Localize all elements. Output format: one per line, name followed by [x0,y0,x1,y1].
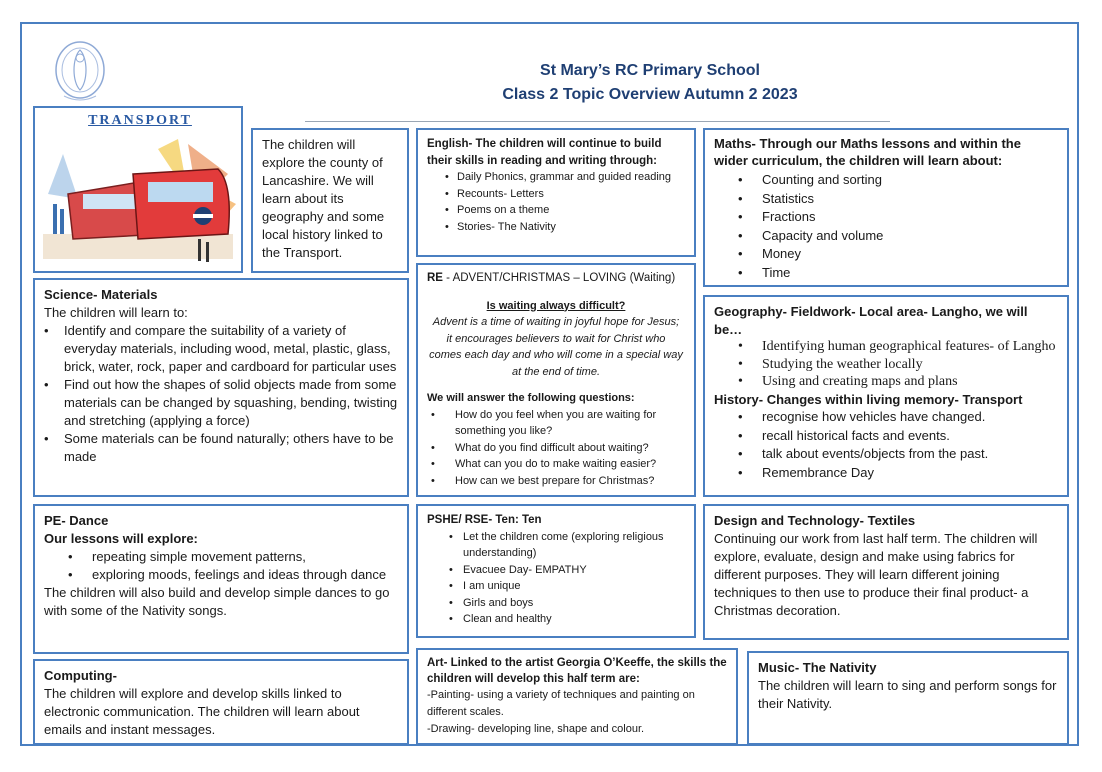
pe-box [33,504,409,654]
re-item: • What do you find difficult about waiting? [431,440,685,457]
page-subtitle: Class 2 Topic Overview Autumn 2 2023 [502,86,798,103]
topic-intro-box [251,128,409,273]
english-item: • Daily Phonics, grammar and guided reading [445,169,685,186]
geography-item: • Identifying human geographical features- of Langho [738,338,1058,356]
re-question: Is waiting always difficult? [486,299,626,312]
music-heading: Music- The Nativity [758,660,877,675]
history-item: • Remembrance Day [738,464,1058,483]
music-text: The children will learn to sing and perform songs for their Nativity. [758,678,1057,711]
english-box [416,128,696,257]
english-item: • Stories- The Nativity [445,219,685,236]
re-box [416,263,696,497]
pshe-item: • Clean and healthy [449,611,685,628]
dt-heading: Design and Technology- Textiles [714,513,916,528]
science-item: • Identify and compare the suitability of a variety of everyday materials, including wood, metal, plastic, glass, brick, water, rock, paper and cardboard for particular uses [44,322,398,376]
school-name: St Mary’s RC Primary School [540,62,760,79]
english-heading: English- The children will continue to build their skills in reading and writing through: [427,138,662,167]
dt-text: Continuing our work from last half term. The children will explore, evaluate, design and make using fabrics for different purposes. They will learn different joining techniques to then use to produce their final product- a Christmas decoration. [714,531,1038,618]
maths-item: • Money [738,245,1058,264]
pshe-item: • Let the children come (exploring religious understanding) [449,529,685,562]
transport-image-box [33,106,243,273]
computing-text: The children will explore and develop skills linked to electronic communication. The children will learn about emails and instant messages. [44,686,360,737]
science-item: • Find out how the shapes of solid objects made from some materials can be changed by squashing, bending, twisting and stretching (applying a force) [44,376,398,430]
maths-heading: Maths- Through our Maths lessons and within the wider curriculum, the children will learn about: [714,136,1021,168]
pe-item: • exploring moods, feelings and ideas through dance [68,566,398,584]
re-item: • How can we best prepare for Christmas? [431,473,685,490]
english-item: • Recounts- Letters [445,186,685,203]
geography-item: • Using and creating maps and plans [738,373,1058,391]
maths-item: • Statistics [738,190,1058,209]
maths-item: • Fractions [738,208,1058,227]
transport-illustration [38,134,238,269]
maths-item: • Capacity and volume [738,227,1058,246]
maths-item: • Time [738,264,1058,283]
science-item: • Some materials can be found naturally; others have to be made [44,430,398,466]
pshe-item: • I am unique [449,578,685,595]
computing-box [33,659,409,745]
re-quote: Advent is a time of waiting in joyful hope for Jesus; it encourages believers to wait for Christ who comes each day and who will come in a special way at the end of time. [429,316,683,378]
dt-box [703,504,1069,640]
geography-box [703,295,1069,497]
transport-banner: TRANSPORT [88,113,192,128]
pe-item: • repeating simple movement patterns, [68,548,398,566]
history-item: • recall historical facts and events. [738,427,1058,446]
re-heading-text: - ADVENT/CHRISTMAS – LOVING (Waiting) [442,272,676,284]
geography-item: • Studying the weather locally [738,356,1058,374]
pe-lead: Our lessons will explore: [44,531,198,546]
art-heading: Art- Linked to the artist Georgia O’Keeffe, the skills the children will develop this half term are: [427,657,727,685]
topic-intro-text: The children will explore the county of Lancashire. We will learn about its geography and some local history linked to the Transport. [262,137,385,260]
computing-heading: Computing- [44,668,117,683]
history-heading: History- Changes within living memory- Transport [714,391,1023,407]
pshe-box [416,504,696,638]
re-item: • What can you do to make waiting easier? [431,456,685,473]
pe-heading: PE- Dance [44,513,109,528]
maths-item: • Counting and sorting [738,171,1058,190]
art-painting: -Painting- using a variety of techniques and painting on different scales. [427,689,695,718]
science-heading: Science- Materials [44,287,158,302]
pe-text: The children will also build and develop simple dances to go with some of the Nativity songs. [44,585,390,618]
science-lead: The children will learn to: [44,305,188,320]
science-box [33,278,409,497]
re-heading-label: RE [427,272,443,284]
art-drawing: -Drawing- developing line, shape and colour. [427,723,645,735]
maths-box [703,128,1069,287]
english-item: • Poems on a theme [445,202,685,219]
re-answer-heading: We will answer the following questions: [427,392,635,404]
pshe-item: • Evacuee Day- EMPATHY [449,562,685,579]
music-box [747,651,1069,745]
title-divider [305,121,890,122]
pshe-heading: PSHE/ RSE- Ten: Ten [427,514,542,526]
re-item: • How do you feel when you are waiting for something you like? [431,407,685,440]
art-box [416,648,738,745]
school-crest-logo [50,38,110,106]
history-item: • recognise how vehicles have changed. [738,408,1058,427]
re-heading [427,270,685,287]
pshe-item: • Girls and boys [449,595,685,612]
geography-heading: Geography- Fieldwork- Local area- Langho, we will be… [714,304,1028,337]
history-item: • talk about events/objects from the past. [738,445,1058,464]
